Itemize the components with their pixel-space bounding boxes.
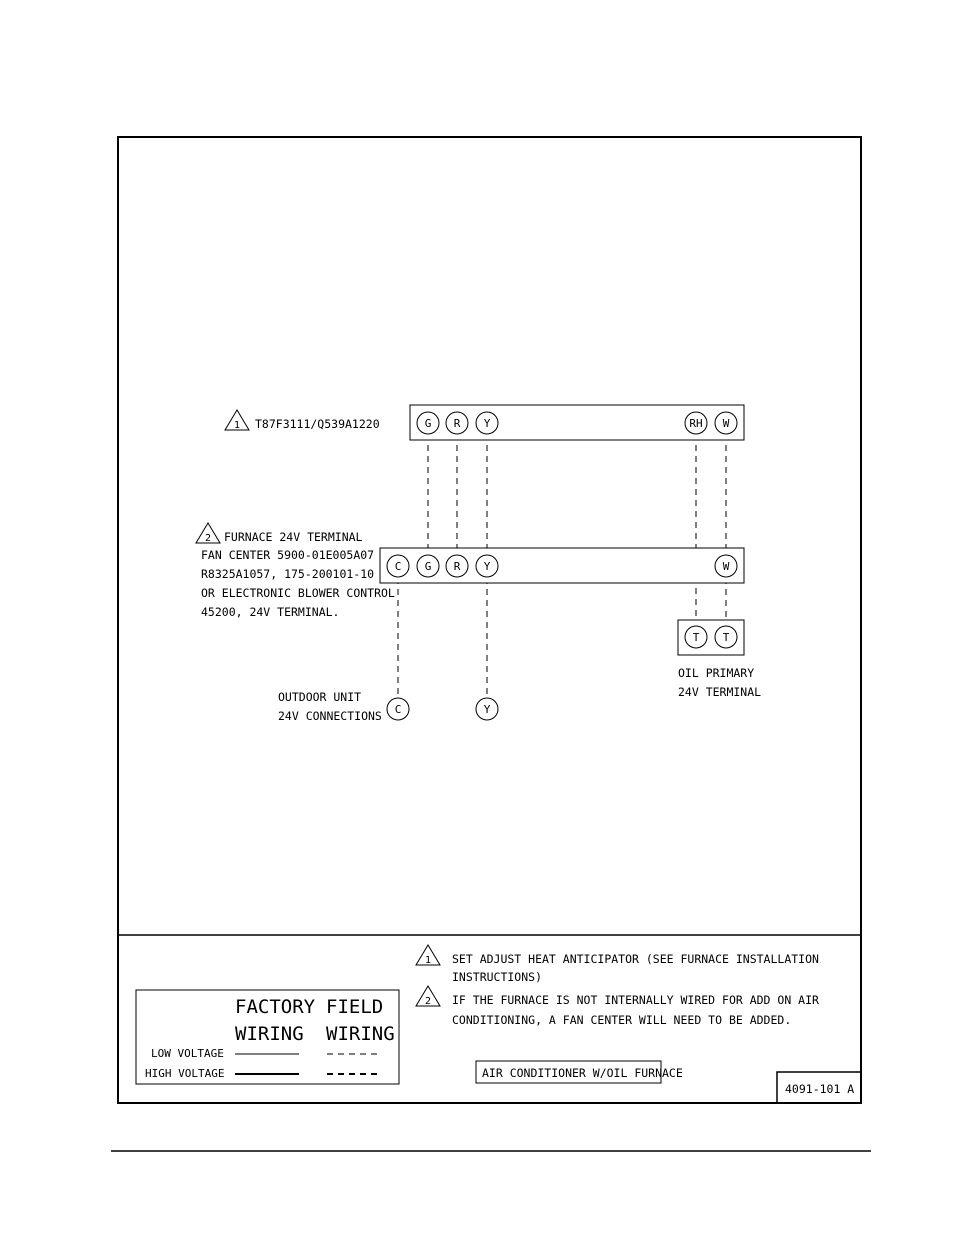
oil-primary-label-2: 24V TERMINAL xyxy=(678,685,762,699)
furnace-terminal-r xyxy=(446,555,468,577)
svg-text:Y: Y xyxy=(483,703,491,716)
outdoor-terminal-y xyxy=(476,698,498,720)
svg-text:T: T xyxy=(722,631,730,644)
svg-text:1: 1 xyxy=(233,420,241,431)
furnace-block xyxy=(380,548,744,583)
furnace-terminal-g xyxy=(417,555,439,577)
svg-text:T: T xyxy=(692,631,700,644)
outdoor-terminal-c xyxy=(387,698,409,720)
legend-row-low: LOW VOLTAGE xyxy=(151,1047,224,1060)
svg-text:C: C xyxy=(394,560,402,573)
oil-primary-terminal-t2 xyxy=(715,626,737,648)
drawing-number: 4091-101 A xyxy=(785,1082,855,1096)
legend-row-high: HIGH VOLTAGE xyxy=(145,1067,225,1080)
thermostat-terminal-y xyxy=(476,412,498,434)
note-1 xyxy=(416,945,819,984)
furnace-note-mark xyxy=(196,523,220,544)
legend-factory-1: FACTORY xyxy=(235,996,316,1018)
oil-primary-label-1: OIL PRIMARY xyxy=(678,666,755,680)
furnace-terminal-c xyxy=(387,555,409,577)
svg-text:FURNACE 24V TERMINAL: FURNACE 24V TERMINAL xyxy=(224,530,363,544)
wiring-legend xyxy=(136,990,399,1084)
outdoor-label-2: 24V CONNECTIONS xyxy=(278,709,382,723)
svg-text:G: G xyxy=(424,560,432,573)
outdoor-label-1: OUTDOOR UNIT xyxy=(278,690,362,704)
legend-field-2: WIRING xyxy=(326,1023,395,1045)
furnace-terminal-w xyxy=(715,555,737,577)
legend-field-1: FIELD xyxy=(326,996,384,1018)
svg-text:INSTRUCTIONS): INSTRUCTIONS) xyxy=(452,970,543,984)
thermostat-note-mark xyxy=(225,410,249,431)
svg-text:W: W xyxy=(722,560,730,573)
thermostat-terminal-rh xyxy=(685,412,707,434)
svg-text:RH: RH xyxy=(689,417,703,430)
svg-text:2: 2 xyxy=(204,533,212,544)
svg-text:C: C xyxy=(394,703,402,716)
svg-text:R: R xyxy=(453,560,461,573)
thermostat-label: T87F3111/Q539A1220 xyxy=(255,417,380,431)
svg-text:2: 2 xyxy=(424,996,432,1007)
furnace-label xyxy=(201,530,395,619)
title-text: AIR CONDITIONER W/OIL FURNACE xyxy=(482,1066,683,1080)
legend-factory-2: WIRING xyxy=(235,1023,304,1045)
thermostat-block xyxy=(410,405,744,440)
svg-text:FAN CENTER 5900-01E005A07: FAN CENTER 5900-01E005A07 xyxy=(201,548,375,562)
svg-text:Y: Y xyxy=(483,560,491,573)
note-2 xyxy=(416,986,819,1027)
thermostat-terminal-g xyxy=(417,412,439,434)
svg-text:CONDITIONING, A FAN CENTER WIL: CONDITIONING, A FAN CENTER WILL NEED TO BE ADDED. xyxy=(452,1013,792,1027)
svg-text:45200, 24V TERMINAL.: 45200, 24V TERMINAL. xyxy=(201,605,340,619)
svg-text:R: R xyxy=(453,417,461,430)
outdoor-unit-block xyxy=(278,690,498,723)
svg-text:OR ELECTRONIC BLOWER CONTROL: OR ELECTRONIC BLOWER CONTROL xyxy=(201,586,395,600)
oil-primary-block xyxy=(678,620,761,699)
svg-text:SET ADJUST HEAT ANTICIPATOR (S: SET ADJUST HEAT ANTICIPATOR (SEE FURNACE INSTALLATION xyxy=(452,952,819,966)
furnace-terminal-y xyxy=(476,555,498,577)
svg-text:IF THE FURNACE IS NOT INTERNAL: IF THE FURNACE IS NOT INTERNALLY WIRED FOR ADD ON AIR xyxy=(452,993,819,1007)
svg-text:R8325A1057, 175-200101-10: R8325A1057, 175-200101-10 xyxy=(201,567,375,581)
thermostat-terminal-r xyxy=(446,412,468,434)
oil-primary-terminal-t1 xyxy=(685,626,707,648)
svg-text:G: G xyxy=(424,417,432,430)
thermostat-terminal-w xyxy=(715,412,737,434)
svg-text:W: W xyxy=(722,417,730,430)
svg-text:1: 1 xyxy=(424,955,432,966)
svg-text:Y: Y xyxy=(483,417,491,430)
